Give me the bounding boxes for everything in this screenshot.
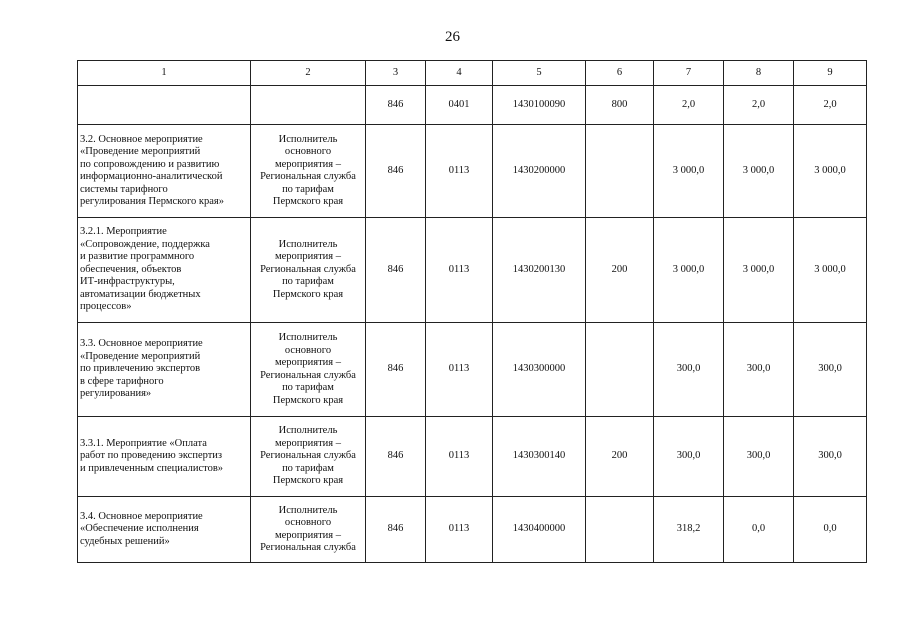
cell-c9: 3 000,0 [794, 218, 867, 323]
cell-description [78, 323, 251, 417]
header-cell: 8 [724, 61, 794, 86]
cell-c9: 2,0 [794, 86, 867, 125]
cell-executor [251, 86, 366, 125]
cell-c9: 300,0 [794, 323, 867, 417]
executor-line: Региональная служба [260, 450, 356, 462]
description-line: 3.2.1. Мероприятие [80, 226, 167, 238]
executor-line: мероприятия – [274, 437, 342, 449]
description-line: по сопровождению и развитию [80, 158, 220, 170]
cell-executor [251, 497, 366, 563]
executor-line: по тарифам [282, 462, 334, 474]
executor-line: Региональная служба [260, 263, 356, 275]
cell-c9: 300,0 [794, 417, 867, 497]
cell-executor [251, 323, 366, 417]
description-line: «Сопровождение, поддержка [80, 238, 210, 250]
header-cell: 6 [586, 61, 654, 86]
cell-c4: 0113 [426, 417, 493, 497]
table-row [78, 323, 867, 417]
description-line: по привлечению экспертов [80, 363, 201, 375]
executor-line: мероприятия – [274, 158, 342, 170]
cell-c4: 0401 [426, 86, 493, 125]
cell-c4: 0113 [426, 125, 493, 218]
table-row [78, 86, 867, 125]
description-line: регулирования» [80, 388, 152, 400]
cell-c6 [586, 497, 654, 563]
cell-c9: 0,0 [794, 497, 867, 563]
cell-c8: 3 000,0 [724, 125, 794, 218]
executor-line: мероприятия – [274, 529, 342, 541]
cell-c3: 846 [366, 497, 426, 563]
description-line: и развитие программного [80, 251, 195, 263]
executor-line: Исполнитель [278, 133, 338, 145]
executor-line: Региональная служба [260, 369, 356, 381]
table-row [78, 497, 867, 563]
executor-line: Исполнитель [278, 425, 338, 437]
cell-executor [251, 125, 366, 218]
description-line: «Проведение мероприятий [80, 146, 201, 157]
cell-c7: 300,0 [654, 323, 724, 417]
executor-line: по тарифам [282, 183, 334, 195]
executor-line: Региональная служба [260, 171, 356, 182]
header-cell: 7 [654, 61, 724, 86]
executor-line: по тарифам [282, 382, 334, 393]
cell-description [78, 417, 251, 497]
cell-c4: 0113 [426, 218, 493, 323]
description-line: «Проведение мероприятий [80, 350, 201, 362]
description-line: в сфере тарифного [80, 375, 164, 387]
budget-table [77, 60, 867, 563]
cell-c8: 300,0 [724, 323, 794, 417]
cell-description [78, 497, 251, 563]
cell-c6: 200 [586, 417, 654, 497]
table-header-row [78, 61, 867, 86]
executor-line: основного [284, 344, 332, 356]
description-line: регулирования Пермского края» [80, 196, 225, 207]
cell-description [78, 86, 251, 125]
description-line: 3.3.1. Мероприятие «Оплата [80, 437, 207, 449]
table-row [78, 417, 867, 497]
cell-c5: 1430200000 [493, 125, 586, 218]
header-cell: 5 [493, 61, 586, 86]
cell-executor [251, 417, 366, 497]
description-line: «Обеспечение исполнения [80, 523, 199, 535]
executor-line: Пермского края [272, 288, 344, 300]
executor-line: Исполнитель [278, 332, 338, 343]
description-line: обеспечения, объектов [80, 263, 182, 275]
description-line: автоматизации бюджетных [80, 288, 201, 300]
cell-c7: 3 000,0 [654, 218, 724, 323]
executor-line: по тарифам [282, 276, 334, 288]
cell-c5: 1430200130 [493, 218, 586, 323]
executor-line: Пермского края [272, 394, 344, 406]
cell-c5: 1430300000 [493, 323, 586, 417]
header-cell: 2 [251, 61, 366, 86]
executor-line: основного [284, 146, 332, 157]
description-line: ИТ-инфраструктуры, [80, 276, 175, 288]
executor-line: Региональная служба [260, 542, 356, 553]
page-number: 26 [445, 29, 460, 45]
cell-c3: 846 [366, 417, 426, 497]
table-row [78, 218, 867, 323]
cell-c6: 200 [586, 218, 654, 323]
description-line: работ по проведению экспертиз [80, 450, 223, 462]
cell-c3: 846 [366, 86, 426, 125]
executor-line: мероприятия – [274, 251, 342, 263]
header-cell: 9 [794, 61, 867, 86]
description-line: 3.3. Основное мероприятие [80, 338, 203, 350]
cell-description [78, 125, 251, 218]
executor-line: Исполнитель [278, 504, 338, 516]
cell-c3: 846 [366, 323, 426, 417]
description-line: процессов» [80, 301, 132, 313]
executor-line: Пермского края [272, 196, 344, 207]
cell-c8: 3 000,0 [724, 218, 794, 323]
cell-c5: 1430300140 [493, 417, 586, 497]
executor-line: Исполнитель [278, 238, 338, 250]
description-line: информационно-аналитической [80, 171, 223, 182]
description-line: системы тарифного [80, 183, 168, 195]
executor-line: Пермского края [272, 475, 344, 487]
cell-executor [251, 218, 366, 323]
cell-c7: 300,0 [654, 417, 724, 497]
header-cell: 4 [426, 61, 493, 86]
description-line: 3.4. Основное мероприятие [80, 510, 203, 522]
cell-c5: 1430400000 [493, 497, 586, 563]
cell-c8: 300,0 [724, 417, 794, 497]
executor-line: мероприятия – [274, 357, 342, 368]
description-line: судебных решений» [80, 535, 170, 547]
cell-c5: 1430100090 [493, 86, 586, 125]
description-line: и привлеченным специалистов» [80, 462, 224, 474]
cell-c3: 846 [366, 125, 426, 218]
description-line: 3.2. Основное мероприятие [80, 133, 203, 145]
cell-c4: 0113 [426, 497, 493, 563]
cell-c6 [586, 125, 654, 218]
cell-c6 [586, 323, 654, 417]
cell-c8: 0,0 [724, 497, 794, 563]
cell-c8: 2,0 [724, 86, 794, 125]
cell-c6: 800 [586, 86, 654, 125]
header-cell: 3 [366, 61, 426, 86]
cell-c7: 318,2 [654, 497, 724, 563]
cell-c3: 846 [366, 218, 426, 323]
cell-c7: 3 000,0 [654, 125, 724, 218]
cell-description [78, 218, 251, 323]
header-cell: 1 [78, 61, 251, 86]
executor-line: основного [284, 517, 332, 528]
table-row [78, 125, 867, 218]
cell-c4: 0113 [426, 323, 493, 417]
cell-c9: 3 000,0 [794, 125, 867, 218]
cell-c7: 2,0 [654, 86, 724, 125]
